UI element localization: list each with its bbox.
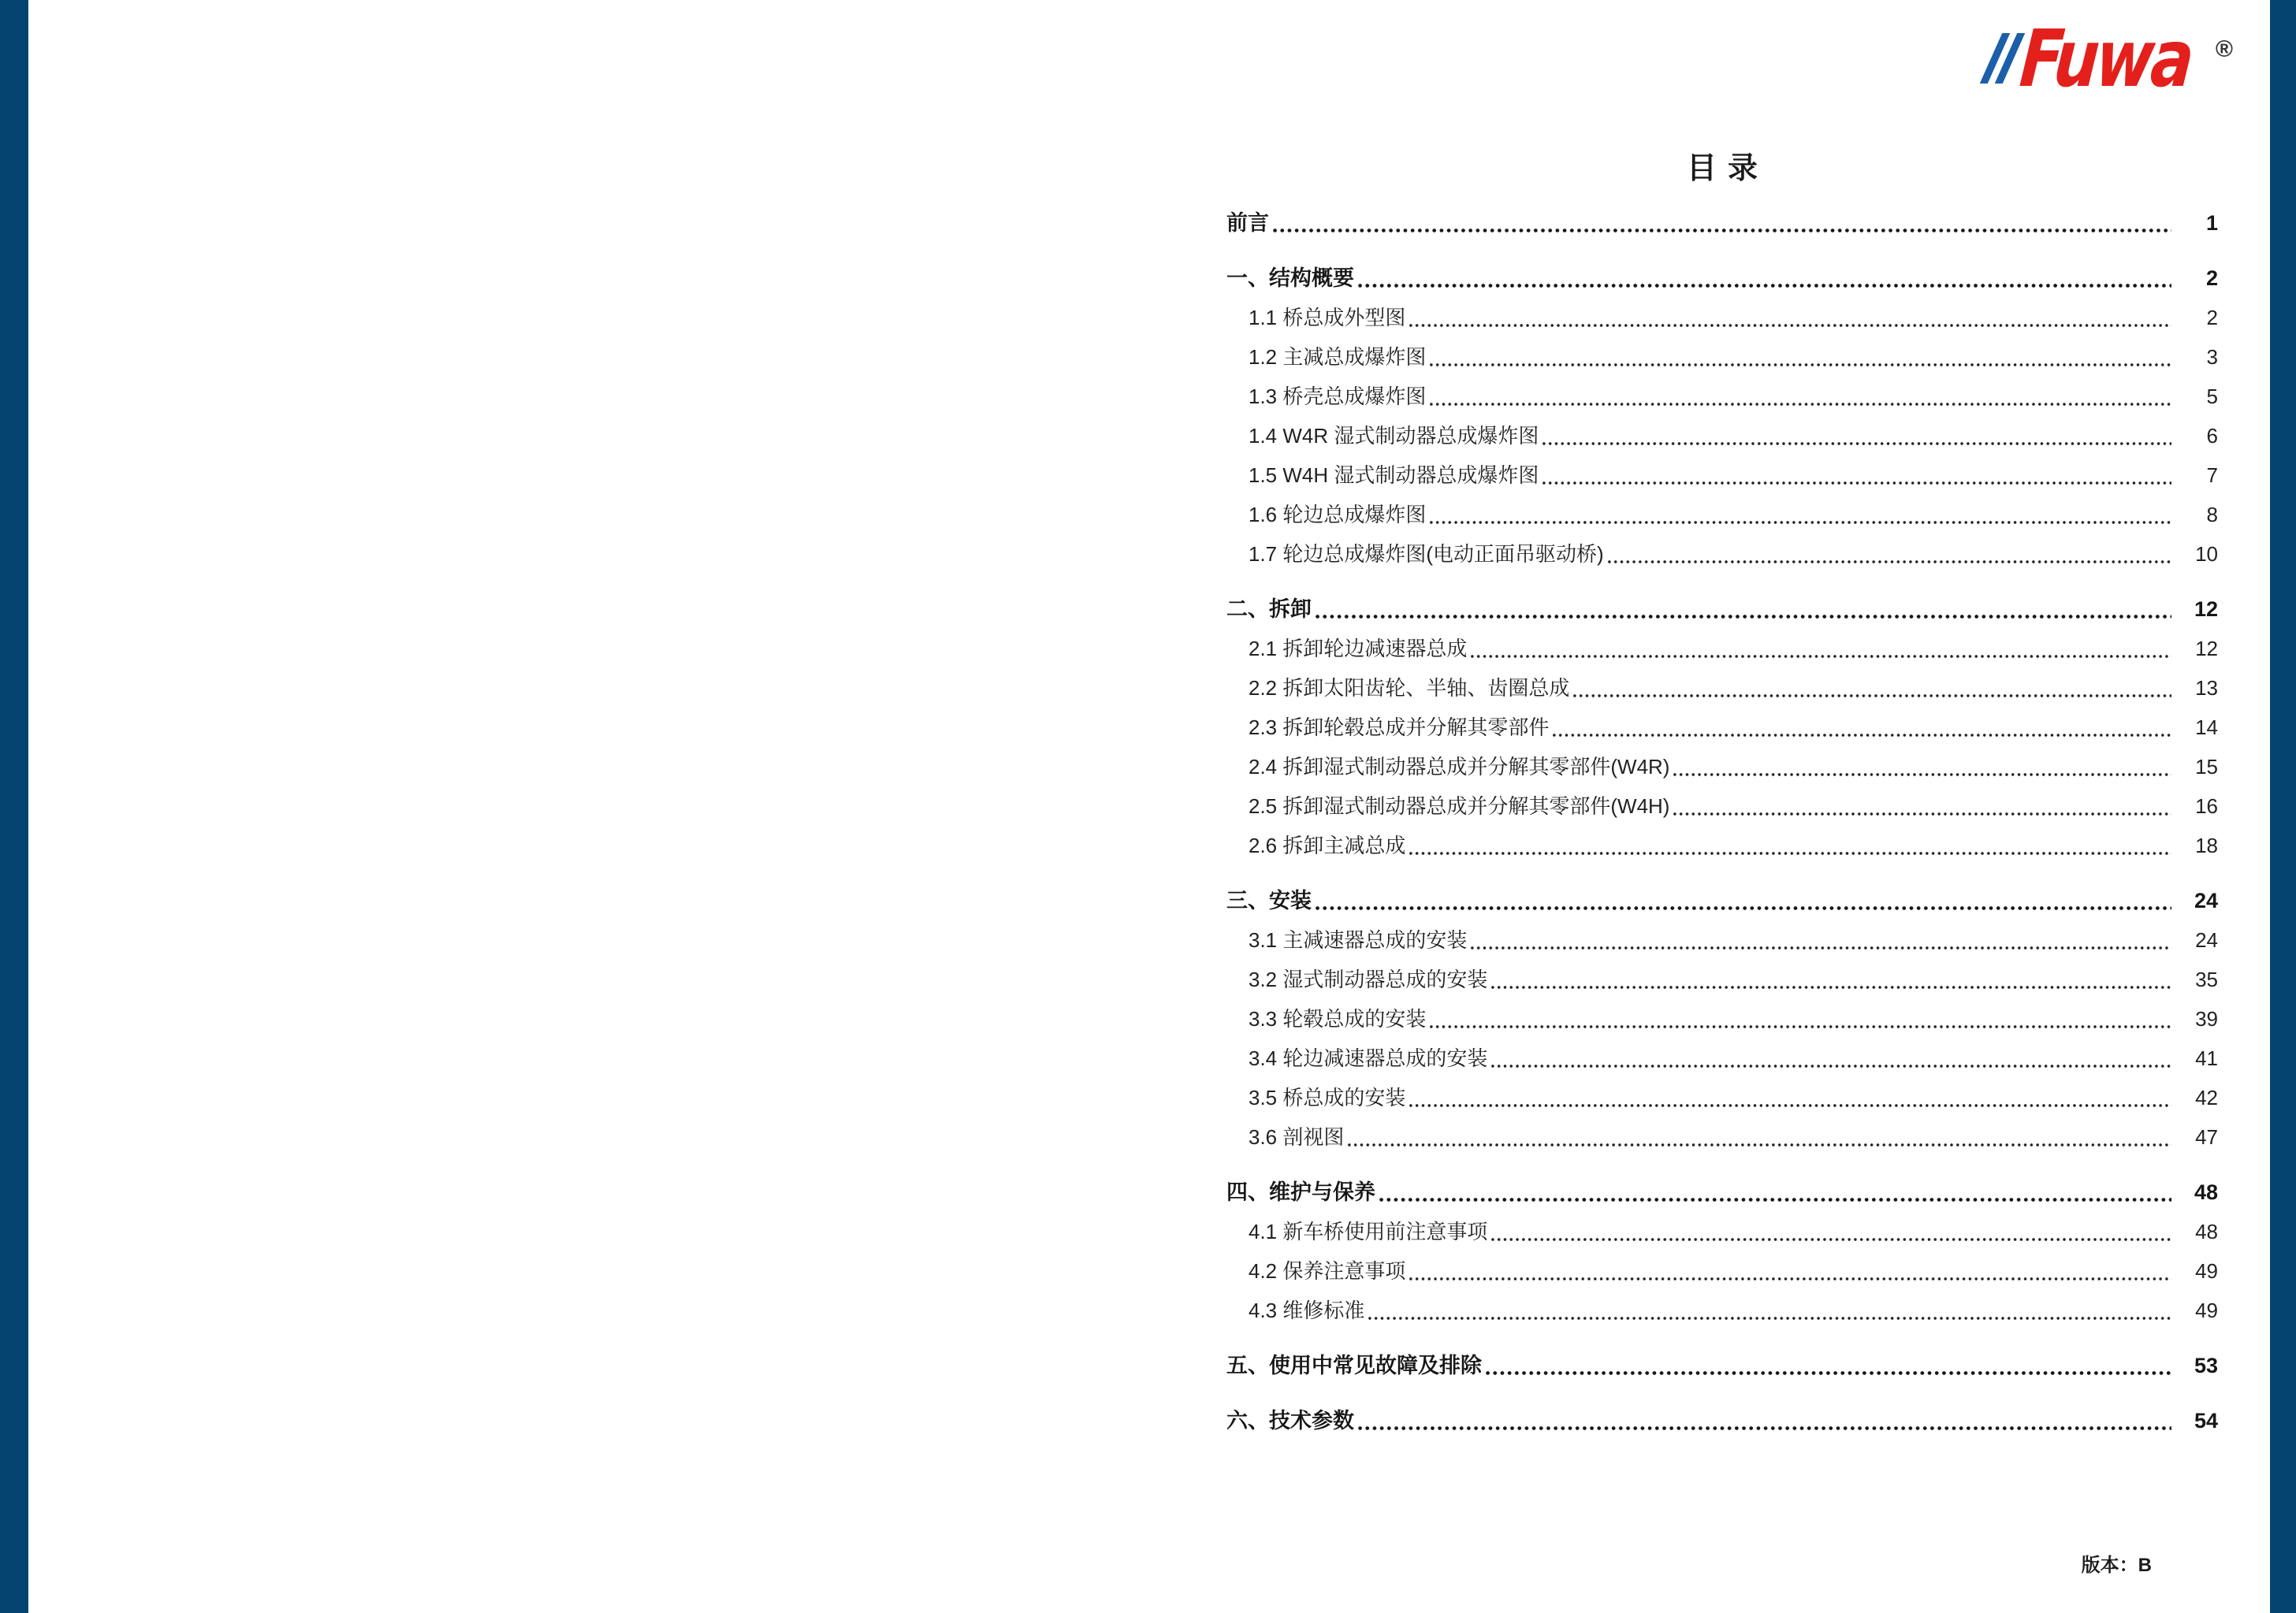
right-edge-bar xyxy=(2270,0,2296,1613)
toc-entry-page: 5 xyxy=(2206,385,2218,408)
toc-entry-page: 47 xyxy=(2195,1125,2218,1149)
toc-entry xyxy=(1226,1291,2218,1330)
registered-trademark-icon: ® xyxy=(2215,36,2233,62)
dotted-leader xyxy=(1271,203,2171,243)
toc-entry-page: 42 xyxy=(2195,1086,2218,1109)
toc-entry-label: 4.3 维修标准 xyxy=(1248,1299,1365,1322)
version-footer xyxy=(2082,1549,2152,1577)
toc-entry xyxy=(1226,1346,2218,1385)
toc-entry xyxy=(1226,377,2218,416)
dotted-leader xyxy=(1408,298,2171,337)
dotted-leader xyxy=(1408,1251,2171,1291)
toc-entry-label: 3.4 轮边减速器总成的安装 xyxy=(1248,1046,1488,1070)
toc-entry-label: 2.4 拆卸湿式制动器总成并分解其零部件(W4R) xyxy=(1248,755,1670,779)
toc-entry-label: 1.2 主减总成爆炸图 xyxy=(1248,345,1427,369)
toc-entry-label: 3.3 轮毂总成的安装 xyxy=(1248,1007,1427,1031)
logo-wordmark: Fuwa xyxy=(2016,13,2195,105)
dotted-leader xyxy=(1490,1039,2171,1078)
toc-entry-page: 7 xyxy=(2206,463,2218,487)
toc-entry xyxy=(1226,298,2218,337)
dotted-leader xyxy=(1606,534,2171,574)
toc-entry-label: 2.5 拆卸湿式制动器总成并分解其零部件(W4H) xyxy=(1248,794,1670,818)
toc-entry-page: 13 xyxy=(2195,676,2218,700)
toc-entry-label: 1.5 W4H 湿式制动器总成爆炸图 xyxy=(1248,463,1539,487)
toc-entry-label: 1.1 桥总成外型图 xyxy=(1248,306,1406,329)
toc-entry-page: 41 xyxy=(2195,1046,2218,1070)
toc-entry xyxy=(1226,668,2218,708)
toc-entry xyxy=(1226,826,2218,865)
toc-entry xyxy=(1226,786,2218,826)
toc-entry-page: 12 xyxy=(2194,597,2218,621)
toc-entry xyxy=(1226,1212,2218,1251)
toc-entry-label: 2.3 拆卸轮毂总成并分解其零部件 xyxy=(1248,715,1550,739)
toc-entry-label: 1.7 轮边总成爆炸图(电动正面吊驱动桥) xyxy=(1248,542,1604,566)
toc-entry xyxy=(1226,920,2218,960)
toc-entry-page: 48 xyxy=(2194,1180,2218,1204)
toc-entry xyxy=(1226,258,2218,298)
toc-entry-label: 2.2 拆卸太阳齿轮、半轴、齿圈总成 xyxy=(1248,676,1570,700)
toc-entry xyxy=(1226,1117,2218,1157)
toc-entry-label: 一、结构概要 xyxy=(1226,266,1354,290)
toc-entry xyxy=(1226,881,2218,920)
toc-entry-page: 18 xyxy=(2195,834,2218,857)
dotted-leader xyxy=(1428,337,2171,377)
toc-entry-label: 2.1 拆卸轮边减速器总成 xyxy=(1248,637,1468,660)
dotted-leader xyxy=(1541,455,2171,495)
version-value: B xyxy=(2138,1555,2152,1576)
toc-entry-page: 48 xyxy=(2195,1220,2218,1243)
dotted-leader xyxy=(1356,1401,2171,1440)
toc-entry-label: 3.1 主减速器总成的安装 xyxy=(1248,928,1468,952)
dotted-leader xyxy=(1551,708,2171,747)
toc-entry-page: 49 xyxy=(2195,1299,2218,1322)
toc-entry xyxy=(1226,455,2218,495)
dotted-leader xyxy=(1572,668,2171,708)
dotted-leader xyxy=(1314,589,2171,629)
toc-entry-page: 16 xyxy=(2195,794,2218,818)
toc-entry xyxy=(1226,1251,2218,1291)
dotted-leader xyxy=(1469,629,2171,668)
dotted-leader xyxy=(1490,1212,2171,1251)
toc-entry-label: 1.3 桥壳总成爆炸图 xyxy=(1248,385,1427,408)
toc-entry xyxy=(1226,1173,2218,1212)
dotted-leader xyxy=(1484,1346,2171,1385)
toc-entry-label: 3.6 剖视图 xyxy=(1248,1125,1345,1149)
dotted-leader xyxy=(1428,495,2171,534)
toc-entry-page: 24 xyxy=(2195,928,2218,952)
dotted-leader xyxy=(1408,1078,2171,1117)
toc-entry xyxy=(1226,747,2218,786)
toc-entry-page: 54 xyxy=(2194,1409,2218,1433)
dotted-leader xyxy=(1428,377,2171,416)
dotted-leader xyxy=(1428,999,2171,1039)
toc-entry-label: 1.6 轮边总成爆炸图 xyxy=(1248,503,1427,526)
toc-entry-label: 2.6 拆卸主减总成 xyxy=(1248,834,1406,857)
toc-entry xyxy=(1226,960,2218,999)
toc-entry xyxy=(1226,589,2218,629)
toc-entry-page: 53 xyxy=(2194,1354,2218,1377)
toc-entry-label: 六、技术参数 xyxy=(1226,1409,1354,1433)
toc-entry-page: 3 xyxy=(2206,345,2218,369)
dotted-leader xyxy=(1672,747,2171,786)
toc-entry-page: 2 xyxy=(2206,306,2218,329)
toc-entry-page: 14 xyxy=(2195,715,2218,739)
toc-entry xyxy=(1226,416,2218,455)
toc-entry-page: 1 xyxy=(2205,211,2218,235)
toc-entry xyxy=(1226,337,2218,377)
toc-entry-page: 10 xyxy=(2195,542,2218,566)
toc-entry-page: 35 xyxy=(2195,968,2218,991)
toc-entry xyxy=(1226,495,2218,534)
toc-entry-label: 3.5 桥总成的安装 xyxy=(1248,1086,1406,1109)
version-label: 版本： xyxy=(2081,1555,2138,1576)
dotted-leader xyxy=(1367,1291,2171,1330)
toc-entry-page: 8 xyxy=(2206,503,2218,526)
dotted-leader xyxy=(1672,786,2171,826)
toc-entry-label: 4.1 新车桥使用前注意事项 xyxy=(1248,1220,1488,1243)
toc-entry-label: 4.2 保养注意事项 xyxy=(1248,1259,1406,1283)
dotted-leader xyxy=(1356,258,2171,298)
dotted-leader xyxy=(1314,881,2171,920)
toc-entry xyxy=(1226,203,2218,243)
dotted-leader xyxy=(1469,920,2171,960)
toc-entry xyxy=(1226,1401,2218,1440)
dotted-leader xyxy=(1490,960,2171,999)
toc-entry-page: 49 xyxy=(2195,1259,2218,1283)
toc-entry-page: 12 xyxy=(2195,637,2218,660)
page-title: 目录 xyxy=(1686,152,1769,185)
toc-entry-label: 3.2 湿式制动器总成的安装 xyxy=(1248,968,1488,991)
toc-entry xyxy=(1226,534,2218,574)
dotted-leader xyxy=(1408,826,2171,865)
toc-entry-label: 四、维护与保养 xyxy=(1226,1180,1375,1204)
toc-entry xyxy=(1226,999,2218,1039)
dotted-leader xyxy=(1378,1173,2171,1212)
toc-entry-label: 五、使用中常见故障及排除 xyxy=(1226,1354,1482,1377)
toc-entry xyxy=(1226,1078,2218,1117)
toc-entry-label: 三、安装 xyxy=(1226,889,1312,912)
dotted-leader xyxy=(1541,416,2171,455)
table-of-contents xyxy=(1226,150,2218,1440)
toc-entry-page: 6 xyxy=(2206,424,2218,448)
toc-entry-label: 前言 xyxy=(1226,211,1269,235)
toc-entry-page: 24 xyxy=(2194,889,2218,912)
toc-entry-label: 1.4 W4R 湿式制动器总成爆炸图 xyxy=(1248,424,1539,448)
fuwa-logo xyxy=(1991,13,2233,105)
toc-entry-page: 39 xyxy=(2195,1007,2218,1031)
dotted-leader xyxy=(1346,1117,2171,1157)
toc-entry-page: 2 xyxy=(2205,266,2218,290)
left-edge-bar xyxy=(0,0,28,1613)
toc-entry xyxy=(1226,708,2218,747)
toc-entry-label: 二、拆卸 xyxy=(1226,597,1312,621)
toc-entry-page: 15 xyxy=(2195,755,2218,779)
toc-entry xyxy=(1226,1039,2218,1078)
toc-entry xyxy=(1226,629,2218,668)
